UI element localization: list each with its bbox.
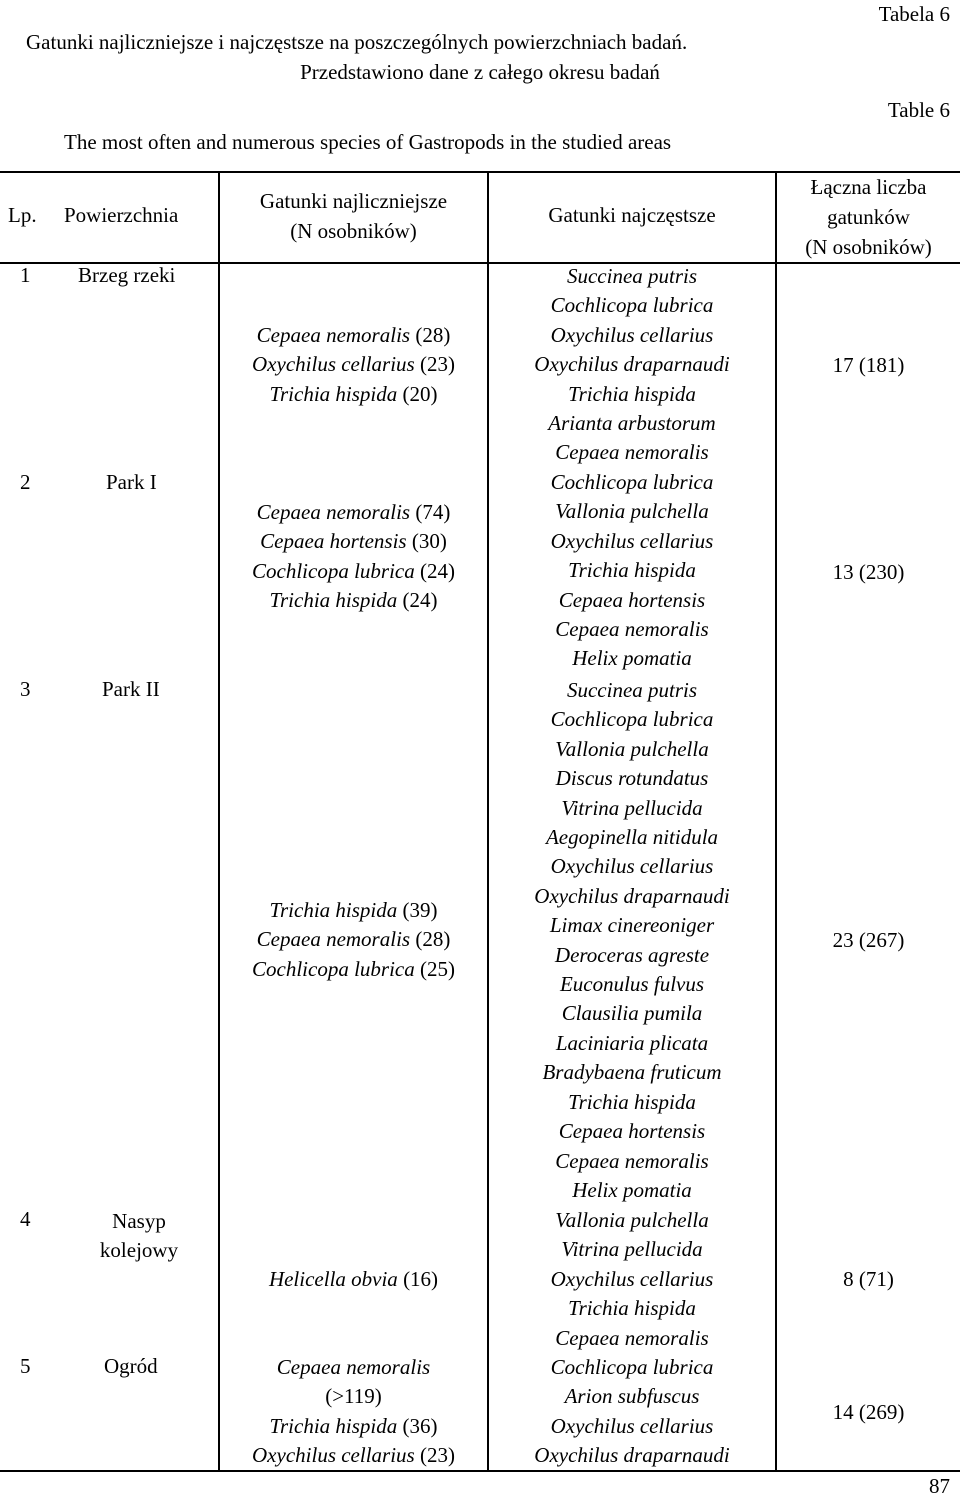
table-title-pl-line2: Przedstawiono dane z całego okresu badań [300, 60, 660, 84]
frequent-species: Cochlicopa lubrica [550, 470, 714, 494]
frequent-species: Vitrina pellucida [561, 795, 703, 820]
frequent-species: Oxychilus draparnaudi [534, 1443, 730, 1468]
frequent-species: Arion subfuscus [564, 1384, 700, 1409]
header-lp: Lp. [8, 203, 37, 227]
frequent-species: Laciniaria plicata [555, 1030, 709, 1055]
frequent-species: Trichia hispida [568, 1296, 696, 1321]
frequent-species: Cepaea hortensis [558, 1119, 706, 1144]
frequent-species: Vallonia pulchella [555, 499, 709, 524]
frequent-species-list [489, 1206, 775, 1353]
numerous-entry: Oxychilus cellarius (23) [252, 1443, 455, 1468]
header-numerous [220, 186, 487, 246]
table-title-pl-line1: Gatunki najliczniejsze i najczęstsze na poszczególnych powierzchniach badań. [26, 30, 688, 54]
header-frequent: Gatunki najczęstsze [548, 203, 716, 227]
row-area [64, 1207, 214, 1266]
frequent-species: Cochlicopa lubrica [550, 1355, 714, 1379]
frequent-species: Euconulus fulvus [559, 972, 705, 997]
table-title-en: The most often and numerous species of Gastropods in the studied areas [64, 130, 672, 154]
numerous-species-list [220, 896, 487, 984]
row-lp: 5 [20, 1354, 31, 1378]
numerous-species-list [220, 498, 487, 616]
numerous-entry: Cepaea nemoralis (28) [256, 927, 451, 952]
numerous-entry: Cepaea nemoralis [276, 1355, 431, 1379]
frequent-species: Trichia hispida [568, 381, 696, 406]
header-numerous-line1: Gatunki najliczniejsze [259, 189, 448, 213]
frequent-species: Cepaea nemoralis [555, 1148, 709, 1173]
numerous-entry: Trichia hispida (20) [269, 381, 438, 406]
numerous-entry: Oxychilus cellarius (23) [252, 352, 455, 377]
frequent-species-list [489, 262, 775, 468]
frequent-species-list [489, 1353, 775, 1471]
frequent-species: Cepaea nemoralis [555, 1325, 709, 1350]
frequent-species: Succinea putris [566, 264, 698, 288]
frequent-species: Vallonia pulchella [555, 736, 709, 761]
frequent-species: Aegopinella nitidula [545, 825, 719, 850]
frequent-species: Oxychilus draparnaudi [534, 352, 730, 377]
numerous-entry: Helicella obvia (16) [268, 1267, 439, 1291]
numerous-entry: Trichia hispida (39) [269, 898, 438, 922]
total-species: 8 (71) [843, 1267, 894, 1291]
frequent-species: Bradybaena fruticum [542, 1060, 722, 1085]
frequent-species: Helix pomatia [572, 646, 692, 671]
frequent-species: Oxychilus draparnaudi [534, 883, 730, 908]
frequent-species-list [489, 676, 775, 1205]
row-area-line2: kolejowy [99, 1238, 179, 1263]
numerous-entry: Cochlicopa lubrica (24) [252, 558, 455, 583]
numerous-entry: Trichia hispida (36) [269, 1413, 438, 1438]
row-lp: 2 [20, 470, 31, 494]
row-lp: 1 [20, 263, 31, 287]
frequent-species: Trichia hispida [568, 1089, 696, 1114]
header-total [777, 172, 960, 262]
frequent-species: Cochlicopa lubrica [550, 293, 714, 318]
frequent-species: Arianta arbustorum [548, 411, 716, 436]
frequent-species: Clausilia pumila [561, 1001, 703, 1026]
numerous-species-list [220, 1265, 487, 1294]
header-total-line1: Łączna liczba [810, 175, 927, 199]
numerous-species-list [220, 1353, 487, 1471]
numerous-entry: Cepaea hortensis (30) [260, 529, 447, 554]
total-species: 23 (267) [832, 928, 905, 952]
frequent-species: Cochlicopa lubrica [550, 707, 714, 732]
frequent-species: Cepaea nemoralis [555, 440, 709, 465]
row-area: Park II [102, 677, 160, 701]
numerous-entry-count: (>119) [325, 1384, 382, 1409]
frequent-species: Cepaea nemoralis [555, 617, 709, 642]
header-total-line3: (N osobników) [805, 235, 932, 259]
numerous-entry: Cepaea nemoralis (74) [256, 500, 451, 524]
numerous-species-list [220, 321, 487, 409]
row-area: Brzeg rzeki [78, 263, 176, 287]
header-total-line2: gatunków [827, 205, 910, 229]
frequent-species: Oxychilus cellarius [550, 1413, 714, 1438]
frequent-species: Vitrina pellucida [561, 1237, 703, 1262]
total-species: 13 (230) [832, 560, 905, 584]
frequent-species: Helix pomatia [572, 1177, 692, 1202]
header-numerous-line2: (N osobników) [290, 219, 417, 243]
numerous-entry: Cepaea nemoralis (28) [256, 323, 451, 347]
frequent-species: Succinea putris [566, 678, 698, 702]
table-number-pl: Tabela 6 [878, 2, 950, 26]
frequent-species: Discus rotundatus [555, 766, 709, 791]
frequent-species: Oxychilus cellarius [550, 322, 714, 347]
frequent-species: Limax cinereoniger [549, 913, 715, 938]
frequent-species: Oxychilus cellarius [550, 1266, 714, 1291]
total-species: 14 (269) [832, 1400, 905, 1424]
frequent-species: Trichia hispida [568, 558, 696, 583]
frequent-species: Deroceras agreste [554, 942, 710, 967]
row-lp: 3 [20, 677, 31, 701]
row-area-line1: Nasyp [112, 1209, 166, 1233]
header-area: Powierzchnia [64, 203, 179, 227]
row-area: Ogród [104, 1354, 158, 1378]
frequent-species: Oxychilus cellarius [550, 528, 714, 553]
total-species: 17 (181) [832, 353, 905, 377]
row-lp: 4 [20, 1207, 31, 1231]
table-number-en: Table 6 [887, 98, 950, 122]
page-number: 87 [929, 1474, 950, 1498]
frequent-species: Vallonia pulchella [555, 1208, 709, 1232]
frequent-species: Cepaea hortensis [558, 587, 706, 612]
numerous-entry: Cochlicopa lubrica (25) [252, 956, 455, 981]
frequent-species-list [489, 468, 775, 674]
row-area: Park I [106, 470, 157, 494]
frequent-species: Oxychilus cellarius [550, 854, 714, 879]
numerous-entry: Trichia hispida (24) [269, 588, 438, 613]
